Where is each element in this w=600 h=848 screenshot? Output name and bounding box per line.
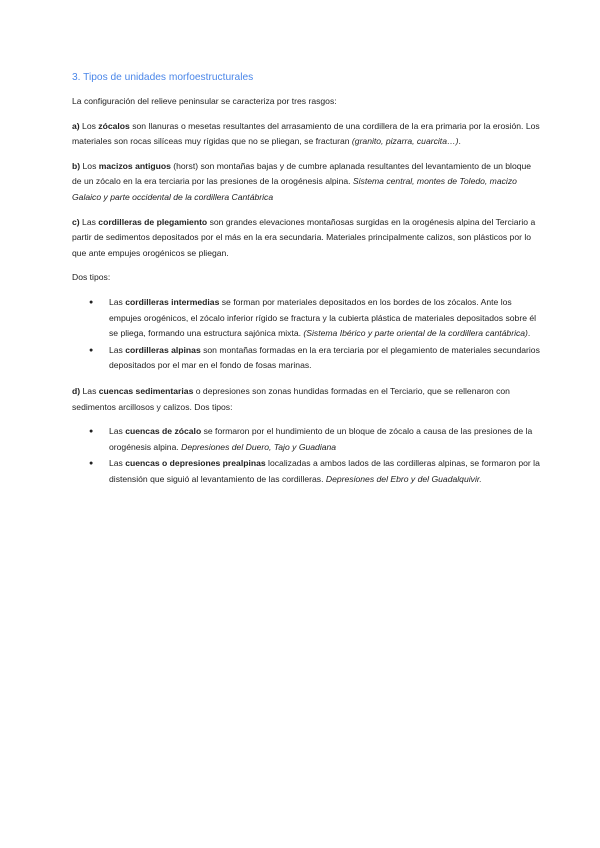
- term: cordilleras alpinas: [125, 344, 201, 355]
- examples: Depresiones del Ebro y del Guadalquivir.: [325, 473, 482, 484]
- term-cuencas: cuencas sedimentarias: [98, 385, 194, 396]
- examples: Sistema central, montes de Toledo, macizo Galaico y parte occidental de la cordillera Cantábrica: [72, 176, 517, 202]
- examples: Depresiones del Duero, Tajo y Guadiana: [181, 441, 337, 452]
- bullet-list-cuencas: [72, 424, 540, 487]
- intro-paragraph: La configuración del relieve peninsular se caracteriza por tres rasgos:: [72, 96, 337, 106]
- term: cuencas de zócalo: [125, 426, 202, 437]
- section-heading: 3. Tipos de unidades morfoestructurales: [72, 72, 254, 83]
- examples: (Sistema Ibérico y parte oriental de la cordillera cantábrica): [303, 328, 528, 339]
- term-macizos: macizos antiguos: [98, 160, 171, 171]
- paragraph-macizos: b) Los macizos antiguos (horst) son montañas bajas y de cumbre aplanada resultantes del levantamiento de un bloque de un zócalo en la era terciaria por las presiones de la orogénesis alpina. Sistema central, montes de Toledo, macizo Galaico y parte occidental de la cordillera Cantábrica: [72, 160, 532, 202]
- term-cordilleras: cordilleras de plegamiento: [98, 216, 208, 227]
- term-zocalos: zócalos: [98, 120, 130, 131]
- item-letter: a): [72, 120, 80, 131]
- paragraph-cuencas: d) Las cuencas sedimentarias o depresiones son zonas hundidas formadas en el Terciario, que se rellenaron con sedimentos arcillosos y calizos. Dos tipos:: [72, 385, 510, 412]
- term: cordilleras intermedias: [125, 296, 220, 307]
- list-item: ● Las cuencas o depresiones prealpinas localizadas a ambos lados de las cordilleras alpinas, se formaron por la distensión que siguió al levantamiento de las cordilleras. Depresiones del Ebro y del Guadalquivir.: [109, 456, 540, 487]
- list-item: ● Las cordilleras alpinas son montañas formadas en la era terciaria por el plegamiento de materiales secundarios depositados por el mar en el fondo de fosas marinas.: [109, 343, 540, 374]
- examples: (granito, pizarra, cuarcita…): [351, 136, 459, 147]
- term: cuencas o depresiones prealpinas: [125, 458, 266, 469]
- list-item: ● Las cordilleras intermedias se forman por materiales depositados en los bordes de los zócalos. Ante los empujes orogénicos, el zócalo inferior rígido se fractura y la cubierta plástica de materiales depositados sobre él se pliega, formando una estructura sajónica mixta. (Sistema Ibérico y parte oriental de la cordillera cantábrica).: [109, 295, 540, 342]
- bullet-list-cordilleras: [72, 295, 540, 374]
- item-letter: d): [72, 385, 81, 396]
- item-letter: b): [72, 160, 81, 171]
- paragraph-zocalos: a) Los zócalos son llanuras o mesetas resultantes del arrasamiento de una cordillera de la era primaria por la erosión. Los materiales son rocas silíceas muy rígidas que no se pliegan, se fracturan (granito, pizarra, cuarcita…).: [72, 120, 540, 147]
- item-letter: c): [72, 216, 80, 227]
- list-item: ● Las cuencas de zócalo se formaron por el hundimiento de un bloque de zócalo a causa de las presiones de la orogénesis alpina. Depresiones del Duero, Tajo y Guadiana: [109, 424, 540, 455]
- paragraph-cordilleras: c) Las cordilleras de plegamiento son grandes elevaciones montañosas surgidas en la orogénesis alpina del Terciario a partir de sedimentos depositados por el más en la era secundaria. Materiales principalmente calizos, son plásticos por lo que ante empujes orogénicos se pliegan.: [72, 216, 536, 258]
- two-types-label: Dos tipos:: [72, 272, 111, 283]
